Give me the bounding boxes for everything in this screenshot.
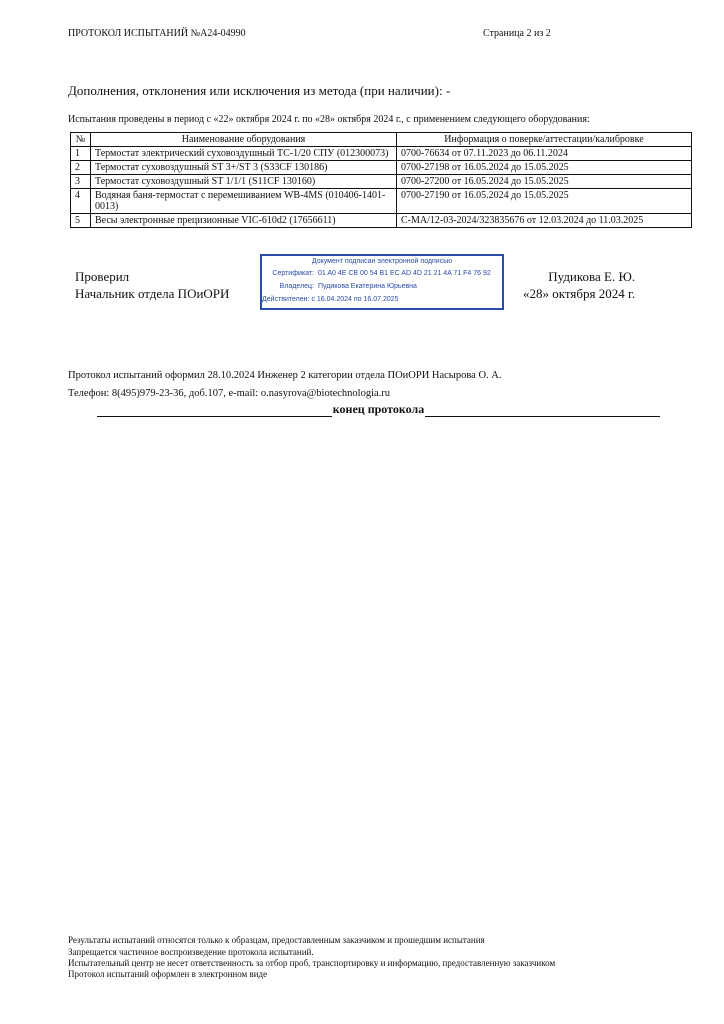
row-number: 4 <box>71 189 91 214</box>
footer-note: Результаты испытаний относятся только к образцам, предоставленным заказчиком и прошедшим испытания <box>68 935 485 945</box>
electronic-signature-stamp <box>260 254 504 310</box>
checked-label: Проверил <box>75 269 130 284</box>
contact-phone-email: Телефон: 8(495)979-23-36, доб.107, e-mail: o.nasyrova@biotechnologia.ru <box>68 388 391 399</box>
col-header-calibration: Информация о поверке/аттестации/калибровке <box>397 133 692 147</box>
page-number: Страница 2 из 2 <box>483 28 551 39</box>
stamp-owner-row <box>264 283 417 290</box>
prepared-by: Протокол испытаний оформил 28.10.2024 Инженер 2 категории отдела ПОиОРИ Насырова О. А. <box>68 370 502 381</box>
row-number: 3 <box>71 175 91 189</box>
table-row <box>71 189 692 214</box>
stamp-owner-label: Владелец: <box>279 283 314 290</box>
calibration-info: 0700-27190 от 16.05.2024 до 15.05.2025 <box>397 189 692 214</box>
test-period: Испытания проведены в период с «22» октября 2024 г. по «28» октября 2024 г., с применением следующего оборудования: <box>68 114 590 125</box>
equipment-table <box>70 132 692 228</box>
stamp-cert-label: Сертификат: <box>272 270 314 277</box>
end-rule-left <box>97 406 332 417</box>
col-header-number: № <box>71 133 91 147</box>
equipment-name: Термостат суховоздушный ST 1/1/1 (S11CF 130160) <box>91 175 397 189</box>
signer-block <box>523 268 635 302</box>
stamp-title: Документ подписан электронной подписью <box>311 258 453 265</box>
table-row <box>71 147 692 161</box>
equipment-name: Термостат электрический суховоздушный ТС-1/20 СПУ (012300073) <box>91 147 397 161</box>
table-row <box>71 214 692 228</box>
row-number: 5 <box>71 214 91 228</box>
protocol-number: ПРОТОКОЛ ИСПЫТАНИЙ №А24-04990 <box>68 28 246 39</box>
end-label: конец протокола <box>332 402 425 416</box>
equipment-name: Термостат суховоздушный ST 3+/ST 3 (S33CF 130186) <box>91 161 397 175</box>
signer-name: Пудикова Е. Ю. <box>548 269 636 284</box>
calibration-info: 0700-27198 от 16.05.2024 до 15.05.2025 <box>397 161 692 175</box>
table-row <box>71 175 692 189</box>
equipment-name: Весы электронные прецизионные VIC-610d2 (17656611) <box>91 214 397 228</box>
end-of-protocol <box>97 402 660 417</box>
footer-note: Протокол испытаний оформлен в электронном виде <box>68 969 268 979</box>
col-header-equipment: Наименование оборудования <box>91 133 397 147</box>
equipment-name: Водяная баня-термостат с перемешиванием WB-4MS (010406-1401-0013) <box>91 189 397 214</box>
end-rule-right <box>425 406 660 417</box>
checker-position: Начальник отдела ПОиОРИ <box>75 286 230 301</box>
stamp-valid-row <box>262 296 399 303</box>
calibration-info: С-МА/12-03-2024/323835676 от 12.03.2024 до 11.03.2025 <box>397 214 692 228</box>
table-header-row <box>71 133 692 147</box>
footer-note: Запрещается частичное воспроизведение протокола испытаний. <box>68 947 314 957</box>
stamp-certificate-row <box>264 270 491 277</box>
row-number: 1 <box>71 147 91 161</box>
stamp-owner-value: Пудикова Екатерина Юрьевна <box>318 283 417 290</box>
calibration-info: 0700-27200 от 16.05.2024 до 15.05.2025 <box>397 175 692 189</box>
method-additions: Дополнения, отклонения или исключения из метода (при наличии): - <box>68 83 451 98</box>
checked-by-block <box>75 268 229 302</box>
table-row <box>71 161 692 175</box>
row-number: 2 <box>71 161 91 175</box>
footer-note: Испытательный центр не несет ответственность за отбор проб, транспортировку и информацию, предоставленную заказчиком <box>68 958 556 968</box>
stamp-valid-value: с 16.04.2024 по 16.07.2025 <box>311 296 399 303</box>
signature-date: «28» октября 2024 г. <box>523 286 636 301</box>
stamp-cert-value: 01 A0 4E CB 00 54 B1 EC AD 4D 21 21 4A 71 F4 76 92 <box>318 270 491 277</box>
calibration-info: 0700-76634 от 07.11.2023 до 06.11.2024 <box>397 147 692 161</box>
stamp-valid-label: Действителен: <box>262 296 310 303</box>
